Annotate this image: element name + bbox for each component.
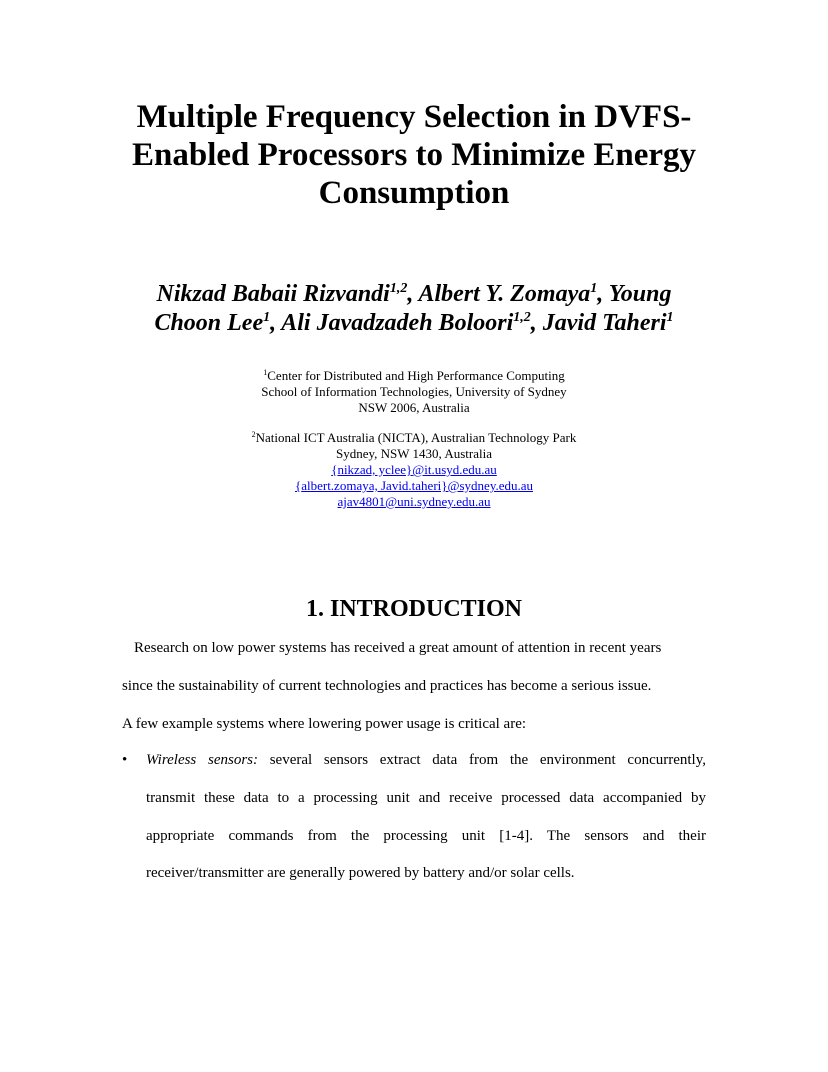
bullet-term: Wireless sensors: (146, 752, 258, 768)
bullet-line (146, 751, 706, 769)
email-brace[interactable]: { (294, 478, 302, 493)
paragraph-line: Research on low power systems has received a great amount of attention in recent years (134, 640, 662, 656)
affiliation-1 (0, 368, 828, 416)
email-link[interactable]: nikzad, yclee} (337, 462, 413, 477)
email-link[interactable]: albert.zomaya, Javid.taheri} (301, 478, 448, 493)
title-line-1: Multiple Frequency Selection in DVFS- (136, 99, 692, 135)
author-list (0, 280, 828, 338)
affiliation-line: School of Information Technologies, University of Sydney (261, 384, 567, 399)
bullet-text: several sensors extract data from the environment concurrently, (258, 752, 707, 768)
email-line-2 (0, 478, 828, 494)
author-name: , Ali Javadzadeh Boloori (270, 310, 514, 336)
author-affiliation-mark: 1,2 (389, 281, 408, 296)
title-line-2: Enabled Processors to Minimize Energy (132, 137, 696, 173)
bullet-icon: • (122, 752, 128, 768)
email-domain[interactable]: @it.usyd.edu.au (412, 462, 497, 477)
email-link[interactable]: ajav4801@uni.sydney.edu.au (337, 494, 491, 509)
affiliation-line: Sydney, NSW 1430, Australia (336, 446, 492, 461)
author-affiliation-mark: 1 (666, 310, 674, 325)
affiliation-line (0, 368, 828, 384)
section-heading: 1. INTRODUCTION (305, 596, 523, 622)
email-line-3 (0, 494, 828, 510)
paper-title (0, 98, 828, 212)
author-name: Nikzad Babaii Rizvandi (156, 281, 390, 307)
author-line-2 (0, 309, 828, 338)
affiliation-mark: 1 (263, 368, 268, 377)
affiliation-2 (0, 430, 828, 510)
author-affiliation-mark: 1 (590, 281, 598, 296)
author-name: Choon Lee (154, 310, 264, 336)
email-brace[interactable]: { (331, 462, 338, 477)
author-name: , Javid Taheri (530, 310, 667, 336)
bullet-line: receiver/transmitter are generally powered by battery and/or solar cells. (146, 865, 575, 881)
author-affiliation-mark: 1,2 (513, 310, 531, 325)
title-line-3: Consumption (318, 175, 510, 211)
email-domain[interactable]: @sydney.edu.au (447, 478, 534, 493)
affiliation-line: NSW 2006, Australia (358, 400, 470, 415)
paragraph-line: A few example systems where lowering power usage is critical are: (122, 716, 527, 732)
author-line-1 (0, 280, 828, 309)
author-name: , Young (597, 281, 672, 307)
affiliation-text: National ICT Australia (NICTA), Australian Technology Park (255, 430, 577, 445)
author-name: , Albert Y. Zomaya (407, 281, 591, 307)
bullet-line: transmit these data to a processing unit and receive processed data accompanied by (146, 790, 706, 806)
affiliation-line (0, 430, 828, 446)
affiliation-mark: 2 (251, 430, 256, 439)
affiliation-text: Center for Distributed and High Performance Computing (267, 368, 565, 383)
author-affiliation-mark: 1 (263, 310, 271, 325)
email-line-1 (0, 462, 828, 478)
bullet-line: appropriate commands from the processing unit [1-4]. The sensors and their (146, 828, 706, 844)
paragraph-line: since the sustainability of current technologies and practices has become a serious issue. (122, 678, 652, 694)
